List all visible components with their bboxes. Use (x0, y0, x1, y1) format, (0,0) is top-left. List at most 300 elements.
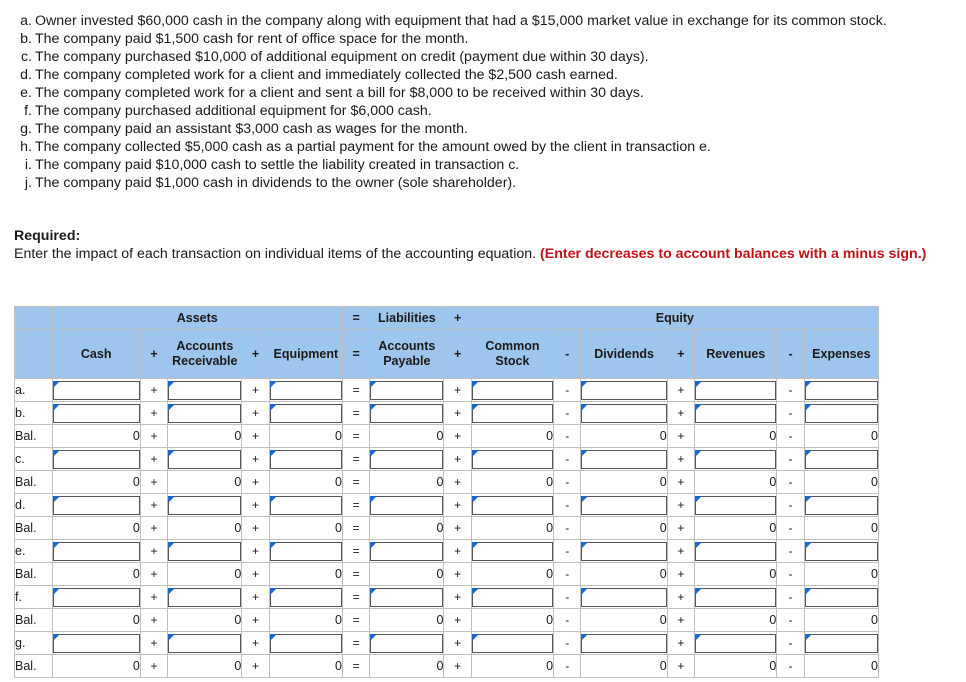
expenses-input-cell (804, 494, 878, 517)
ap-input-cell (370, 494, 444, 517)
dividends-balance: 0 (581, 609, 667, 632)
balance-row (15, 655, 879, 678)
operator: + (667, 540, 694, 563)
operator: = (342, 379, 369, 402)
operator: - (554, 586, 581, 609)
op-header: + (444, 330, 471, 379)
cash-input[interactable] (53, 404, 140, 423)
transaction-row (15, 402, 879, 425)
operator: + (667, 563, 694, 586)
transaction-item (14, 138, 954, 156)
operator: + (444, 379, 471, 402)
stock-input-cell (471, 586, 553, 609)
transaction-row (15, 379, 879, 402)
balance-row (15, 471, 879, 494)
dividends-input-cell (581, 402, 667, 425)
equipment-input-cell (269, 448, 342, 471)
transaction-item (14, 84, 954, 102)
ap-input[interactable] (370, 496, 443, 515)
cash-input-cell (52, 632, 140, 655)
operator: - (777, 609, 804, 632)
instruction-text: Enter the impact of each transaction on individual items of the accounting equation. (14, 246, 541, 262)
operator: - (777, 563, 804, 586)
ap-balance: 0 (370, 517, 444, 540)
equipment-input[interactable] (270, 381, 342, 400)
revenues-balance: 0 (695, 517, 777, 540)
cash-input[interactable] (53, 588, 140, 607)
row-label: g. (15, 632, 53, 655)
col-expenses: Expenses (804, 330, 878, 379)
operator: - (554, 379, 581, 402)
equipment-input[interactable] (270, 404, 342, 423)
liabilities-group: Liabilities (370, 307, 444, 330)
cash-balance: 0 (52, 471, 140, 494)
col-accounts-receivable: Accounts Receivable (168, 330, 242, 379)
revenues-input-cell (695, 402, 777, 425)
assets-group: Assets (52, 307, 342, 330)
dividends-input[interactable] (581, 404, 666, 423)
cash-input-cell (52, 402, 140, 425)
operator: + (444, 425, 471, 448)
equipment-input[interactable] (270, 588, 342, 607)
operator: + (444, 655, 471, 678)
revenues-input-cell (695, 448, 777, 471)
operator: + (140, 425, 167, 448)
transaction-item (14, 48, 954, 66)
revenues-input[interactable] (695, 542, 776, 561)
operator: - (777, 471, 804, 494)
ap-input-cell (370, 448, 444, 471)
equipment-balance: 0 (269, 425, 342, 448)
dividends-input[interactable] (581, 381, 666, 400)
expenses-input-cell (804, 540, 878, 563)
cash-balance: 0 (52, 563, 140, 586)
equipment-input[interactable] (270, 496, 342, 515)
dividends-input-cell (581, 494, 667, 517)
ap-input[interactable] (370, 381, 443, 400)
row-label: a. (15, 379, 53, 402)
cash-input-cell (52, 494, 140, 517)
ap-balance: 0 (370, 563, 444, 586)
equipment-input-cell (269, 402, 342, 425)
operator: + (140, 586, 167, 609)
equipment-input-cell (269, 494, 342, 517)
instruction-emphasis: (Enter decreases to account balances with a minus sign.) (540, 246, 927, 262)
operator: - (554, 609, 581, 632)
stock-balance: 0 (471, 655, 553, 678)
cash-balance: 0 (52, 517, 140, 540)
ar-input[interactable] (168, 450, 241, 469)
row-label: Bal. (15, 425, 53, 448)
operator: - (554, 402, 581, 425)
dividends-balance: 0 (581, 563, 667, 586)
dividends-input[interactable] (581, 450, 666, 469)
transaction-text: The company paid an assistant $3,000 cash as wages for the month. (35, 121, 468, 137)
operator: + (242, 563, 269, 586)
ap-input[interactable] (370, 542, 443, 561)
stock-input[interactable] (472, 634, 553, 653)
revenues-input[interactable] (695, 450, 776, 469)
balance-row (15, 425, 879, 448)
dividends-balance: 0 (581, 517, 667, 540)
ar-balance: 0 (168, 563, 242, 586)
stock-input-cell (471, 448, 553, 471)
ar-input-cell (168, 632, 242, 655)
dividends-input[interactable] (581, 542, 666, 561)
operator: = (342, 655, 369, 678)
operator: + (444, 586, 471, 609)
cash-input[interactable] (53, 542, 140, 561)
operator: + (140, 471, 167, 494)
operator: - (554, 425, 581, 448)
operator: + (140, 655, 167, 678)
expenses-balance: 0 (804, 609, 878, 632)
revenues-input[interactable] (695, 404, 776, 423)
operator: - (554, 517, 581, 540)
balance-row (15, 609, 879, 632)
operator: - (554, 632, 581, 655)
ap-input[interactable] (370, 634, 443, 653)
revenues-input-cell (695, 632, 777, 655)
operator: = (342, 540, 369, 563)
operator: + (140, 632, 167, 655)
stock-input[interactable] (472, 404, 553, 423)
operator: = (342, 586, 369, 609)
ar-input[interactable] (168, 496, 241, 515)
expenses-balance: 0 (804, 517, 878, 540)
required-instruction (14, 245, 944, 263)
transaction-text: The company collected $5,000 cash as a partial payment for the amount owed by the client in transaction e. (35, 139, 711, 155)
stock-input-cell (471, 632, 553, 655)
ap-balance: 0 (370, 609, 444, 632)
ap-input-cell (370, 379, 444, 402)
dividends-input-cell (581, 586, 667, 609)
operator: + (242, 471, 269, 494)
operator: + (242, 586, 269, 609)
transaction-item (14, 174, 954, 192)
transaction-item (14, 102, 954, 120)
operator: + (667, 471, 694, 494)
ar-input-cell (168, 448, 242, 471)
ar-input[interactable] (168, 381, 241, 400)
ar-balance: 0 (168, 471, 242, 494)
operator: - (554, 494, 581, 517)
ar-input[interactable] (168, 404, 241, 423)
cash-balance: 0 (52, 425, 140, 448)
transaction-row (15, 586, 879, 609)
dividends-input[interactable] (581, 496, 666, 515)
operator: = (342, 609, 369, 632)
equipment-input-cell (269, 586, 342, 609)
dividends-input-cell (581, 632, 667, 655)
operator: + (444, 494, 471, 517)
ap-input[interactable] (370, 450, 443, 469)
transaction-letter: a. (20, 13, 32, 29)
transaction-item (14, 12, 954, 30)
cash-input[interactable] (53, 450, 140, 469)
operator: - (554, 655, 581, 678)
cash-input-cell (52, 448, 140, 471)
expenses-balance: 0 (804, 471, 878, 494)
ar-balance: 0 (168, 425, 242, 448)
col-cash: Cash (52, 330, 140, 379)
operator: - (554, 471, 581, 494)
revenues-input-cell (695, 540, 777, 563)
row-label: f. (15, 586, 53, 609)
cash-balance: 0 (52, 609, 140, 632)
equipment-input-cell (269, 379, 342, 402)
operator: + (140, 517, 167, 540)
corner-cell (15, 330, 53, 379)
ap-input-cell (370, 402, 444, 425)
dividends-input[interactable] (581, 588, 666, 607)
stock-input-cell (471, 494, 553, 517)
row-label: Bal. (15, 563, 53, 586)
equals-group: = (342, 307, 369, 330)
operator: + (140, 448, 167, 471)
operator: + (242, 402, 269, 425)
operator: + (667, 655, 694, 678)
op-header: - (554, 330, 581, 379)
transaction-row (15, 540, 879, 563)
stock-balance: 0 (471, 517, 553, 540)
stock-balance: 0 (471, 563, 553, 586)
dividends-balance: 0 (581, 425, 667, 448)
dividends-input-cell (581, 448, 667, 471)
cash-balance: 0 (52, 655, 140, 678)
transaction-letter: f. (24, 103, 32, 119)
cash-input-cell (52, 586, 140, 609)
revenues-balance: 0 (695, 609, 777, 632)
operator: + (140, 402, 167, 425)
transaction-text: The company completed work for a client and sent a bill for $8,000 to be received within 30 days. (35, 85, 644, 101)
equipment-balance: 0 (269, 609, 342, 632)
problem-statement (14, 12, 954, 192)
revenues-balance: 0 (695, 425, 777, 448)
operator: + (140, 540, 167, 563)
expenses-input-cell (804, 448, 878, 471)
operator: + (667, 632, 694, 655)
col-common-stock: Common Stock (471, 330, 553, 379)
operator: - (777, 448, 804, 471)
operator: - (777, 586, 804, 609)
transaction-letter: i. (24, 157, 32, 173)
expenses-input[interactable] (805, 496, 878, 515)
transaction-text: The company paid $10,000 cash to settle the liability created in transaction c. (35, 157, 520, 173)
equipment-balance: 0 (269, 517, 342, 540)
operator: + (667, 448, 694, 471)
stock-input-cell (471, 540, 553, 563)
transaction-item (14, 120, 954, 138)
row-label: c. (15, 448, 53, 471)
transaction-text: The company purchased $10,000 of additional equipment on credit (payment due within 30 days). (35, 49, 649, 65)
operator: + (140, 563, 167, 586)
operator: + (140, 494, 167, 517)
revenues-input-cell (695, 494, 777, 517)
operator: = (342, 402, 369, 425)
dividends-input-cell (581, 540, 667, 563)
operator: - (777, 632, 804, 655)
expenses-input-cell (804, 402, 878, 425)
expenses-input[interactable] (805, 450, 878, 469)
ar-balance: 0 (168, 609, 242, 632)
row-label: Bal. (15, 517, 53, 540)
expenses-balance: 0 (804, 425, 878, 448)
operator: + (444, 632, 471, 655)
ap-balance: 0 (370, 471, 444, 494)
operator: + (242, 609, 269, 632)
operator: - (777, 425, 804, 448)
ar-balance: 0 (168, 655, 242, 678)
equipment-input[interactable] (270, 450, 342, 469)
operator: + (667, 494, 694, 517)
operator: + (667, 586, 694, 609)
stock-input-cell (471, 402, 553, 425)
revenues-input[interactable] (695, 496, 776, 515)
transaction-text: The company purchased additional equipment for $6,000 cash. (35, 103, 432, 119)
equipment-balance: 0 (269, 471, 342, 494)
stock-balance: 0 (471, 471, 553, 494)
transaction-text: Owner invested $60,000 cash in the company along with equipment that had a $15,000 market value in exchange for its common stock. (35, 13, 887, 29)
revenues-input-cell (695, 586, 777, 609)
ar-input-cell (168, 540, 242, 563)
ar-input-cell (168, 402, 242, 425)
revenues-input[interactable] (695, 634, 776, 653)
expenses-balance: 0 (804, 563, 878, 586)
ar-input-cell (168, 586, 242, 609)
dividends-balance: 0 (581, 471, 667, 494)
equity-group: Equity (471, 307, 878, 330)
operator: = (342, 563, 369, 586)
operator: = (342, 494, 369, 517)
operator: + (444, 402, 471, 425)
col-revenues: Revenues (695, 330, 777, 379)
stock-input[interactable] (472, 588, 553, 607)
row-label: e. (15, 540, 53, 563)
operator: + (667, 402, 694, 425)
operator: + (444, 471, 471, 494)
dividends-balance: 0 (581, 655, 667, 678)
ap-balance: 0 (370, 425, 444, 448)
expenses-input[interactable] (805, 404, 878, 423)
operator: = (342, 471, 369, 494)
col-equipment: Equipment (269, 330, 342, 379)
operator: + (242, 517, 269, 540)
ar-input[interactable] (168, 634, 241, 653)
operator: + (444, 448, 471, 471)
operator: - (777, 379, 804, 402)
operator: = (342, 448, 369, 471)
ar-input[interactable] (168, 588, 241, 607)
operator: + (140, 609, 167, 632)
equipment-input[interactable] (270, 634, 342, 653)
op-header: + (140, 330, 167, 379)
cash-input[interactable] (53, 496, 140, 515)
operator: + (140, 379, 167, 402)
operator: - (777, 540, 804, 563)
cash-input[interactable] (53, 381, 140, 400)
cash-input[interactable] (53, 634, 140, 653)
transaction-letter: e. (20, 85, 32, 101)
transaction-text: The company completed work for a client and immediately collected the $2,500 cash earned. (35, 67, 618, 83)
operator: + (242, 425, 269, 448)
revenues-input[interactable] (695, 381, 776, 400)
ap-input-cell (370, 632, 444, 655)
transaction-letter: b. (20, 31, 32, 47)
operator: + (242, 655, 269, 678)
row-label: d. (15, 494, 53, 517)
stock-input-cell (471, 379, 553, 402)
expenses-input[interactable] (805, 634, 878, 653)
stock-input[interactable] (472, 542, 553, 561)
ar-input-cell (168, 494, 242, 517)
stock-input[interactable] (472, 450, 553, 469)
required-heading: Required: (14, 228, 81, 244)
stock-input[interactable] (472, 381, 553, 400)
expenses-input[interactable] (805, 588, 878, 607)
operator: + (242, 632, 269, 655)
transaction-row (15, 494, 879, 517)
operator: = (342, 425, 369, 448)
operator: + (444, 517, 471, 540)
operator: - (777, 494, 804, 517)
operator: + (667, 425, 694, 448)
transaction-item (14, 156, 954, 174)
operator: - (777, 402, 804, 425)
op-header: + (242, 330, 269, 379)
row-label: Bal. (15, 655, 53, 678)
row-label: Bal. (15, 471, 53, 494)
transaction-text: The company paid $1,500 cash for rent of office space for the month. (35, 31, 469, 47)
operator: - (777, 517, 804, 540)
stock-input[interactable] (472, 496, 553, 515)
operator: - (554, 540, 581, 563)
op-header: + (667, 330, 694, 379)
revenues-input[interactable] (695, 588, 776, 607)
accounting-equation-table (14, 306, 879, 678)
operator: - (554, 563, 581, 586)
revenues-balance: 0 (695, 471, 777, 494)
cash-input-cell (52, 540, 140, 563)
col-dividends: Dividends (581, 330, 667, 379)
operator: + (667, 609, 694, 632)
expenses-balance: 0 (804, 655, 878, 678)
ap-input[interactable] (370, 404, 443, 423)
dividends-input[interactable] (581, 634, 666, 653)
expenses-input-cell (804, 586, 878, 609)
ap-input[interactable] (370, 588, 443, 607)
equipment-input-cell (269, 632, 342, 655)
operator: + (444, 609, 471, 632)
operator: = (342, 632, 369, 655)
operator: - (777, 655, 804, 678)
equipment-input[interactable] (270, 542, 342, 561)
operator: + (242, 494, 269, 517)
ar-balance: 0 (168, 517, 242, 540)
transaction-row (15, 632, 879, 655)
transaction-letter: d. (20, 67, 32, 83)
ar-input[interactable] (168, 542, 241, 561)
operator: + (444, 563, 471, 586)
operator: - (554, 448, 581, 471)
equipment-balance: 0 (269, 563, 342, 586)
expenses-input[interactable] (805, 381, 878, 400)
plus-group: + (444, 307, 471, 330)
expenses-input[interactable] (805, 542, 878, 561)
ar-input-cell (168, 379, 242, 402)
operator: + (242, 540, 269, 563)
row-label: b. (15, 402, 53, 425)
